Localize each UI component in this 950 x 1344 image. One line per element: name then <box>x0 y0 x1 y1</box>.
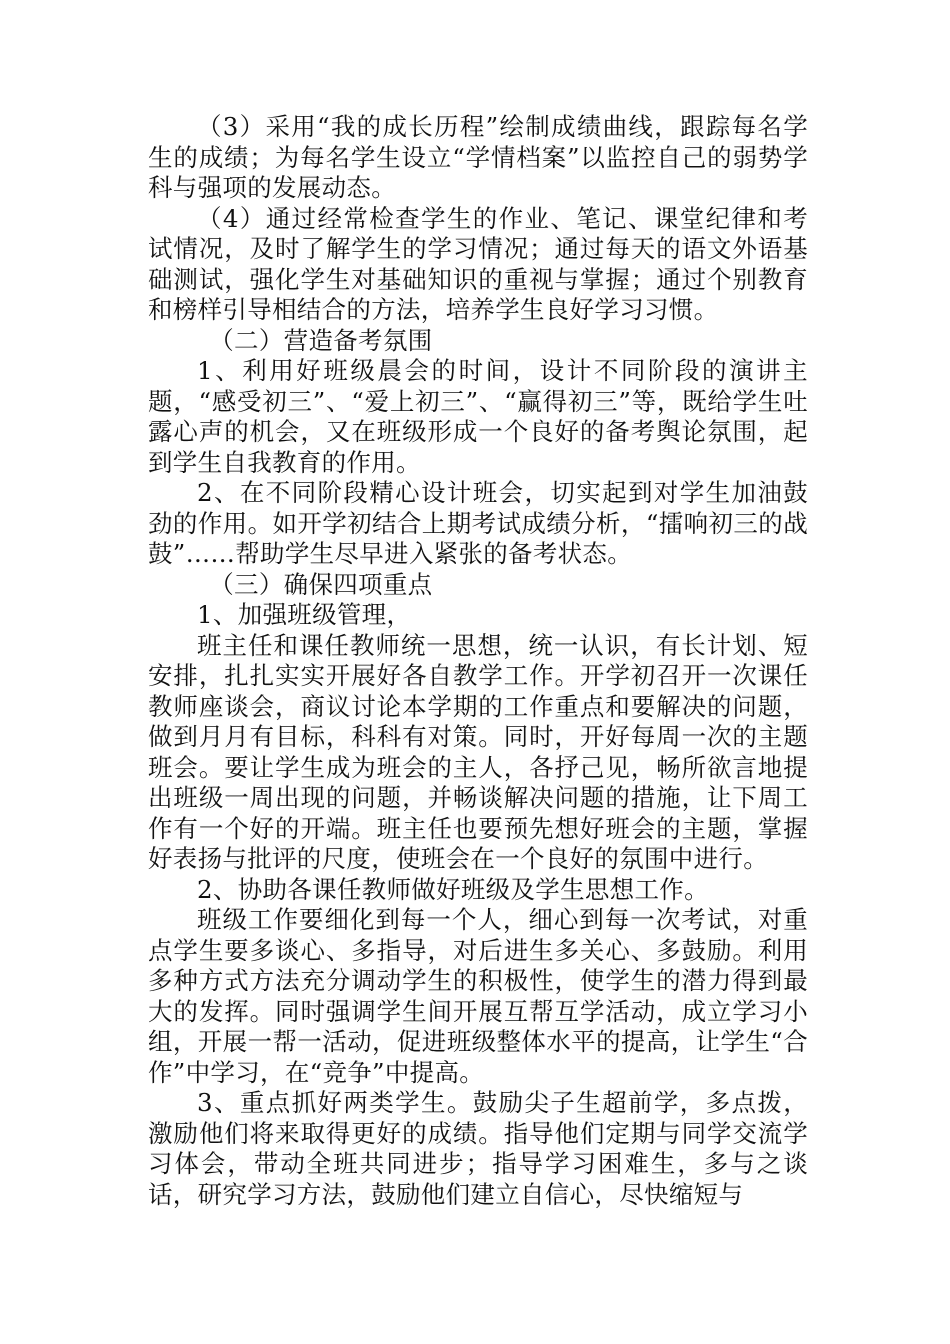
paragraph-assist-teachers-title: 2、协助各课任教师做好班级及学生思想工作。 <box>197 874 709 904</box>
paragraph-class-management: 班主任和课任教师统一思想，统一认识，有长计划、短安排，扎扎实实开展好各自教学工作。开学初召开一次课任教师座谈会，商议讨论本学期的工作重点和要解决的问题，做到月月有目标，科科有对策。同时，开好每周一次的主题班会。要让学生成为班会的主人，各抒己见，畅所欲言地提出班级一周出现的问题，并畅谈解决问题的措施，让下周工作有一个好的开端。班主任也要预先想好班会的主题，掌握好表扬与批评的尺度，使班会在一个良好的氛围中进行。 <box>148 630 808 873</box>
section-heading-exam-atmosphere: （二）营造备考氛围 <box>209 325 433 355</box>
paragraph-class-management-title: 1、加强班级管理， <box>197 600 412 629</box>
paragraph-morning-meeting: 1、利用好班级晨会的时间，设计不同阶段的演讲主题，“感受初三”、“爱上初三”、“赢得初三”等，既给学生吐露心声的机会，又在班级形成一个良好的备考舆论氛围，起到学生自我教育的作用。 <box>148 356 808 477</box>
paragraph-checking-homework: （4）通过经常检查学生的作业、笔记、课堂纪律和考试情况，及时了解学生的学习情况；通过每天的语文外语基础测试，强化学生对基础知识的重视与掌握；通过个别教育和榜样引导相结合的方法，培养学生良好学习习惯。 <box>148 203 808 324</box>
paragraph-tracking-growth: （3）采用“我的成长历程”绘制成绩曲线，跟踪每名学生的成绩；为每名学生设立“学情档案”以监控自己的弱势学科与强项的发展动态。 <box>148 112 808 202</box>
document-body <box>148 112 808 1210</box>
paragraph-class-work-detail: 班级工作要细化到每一个人，细心到每一次考试，对重点学生要多谈心、多指导，对后进生多关心、多鼓励。利用多种方式方法充分调动学生的积极性，使学生的潜力得到最大的发挥。同时强调学生间开展互帮互学活动，成立学习小组，开展一帮一活动，促进班级整体水平的提高，让学生“合作”中学习，在“竞争”中提高。 <box>148 905 808 1087</box>
paragraph-class-meeting: 2、在不同阶段精心设计班会，切实起到对学生加油鼓劲的作用。如开学初结合上期考试成绩分析，“擂响初三的战鼓”……帮助学生尽早进入紧张的备考状态。 <box>148 478 808 568</box>
paragraph-two-student-types: 3、重点抓好两类学生。鼓励尖子生超前学，多点拨，激励他们将来取得更好的成绩。指导他们定期与同学交流学习体会，带动全班共同进步；指导学习困难生，多与之谈话，研究学习方法，鼓励他们建立自信心，尽快缩短与 <box>148 1088 808 1209</box>
section-heading-four-priorities: （三）确保四项重点 <box>209 569 433 599</box>
